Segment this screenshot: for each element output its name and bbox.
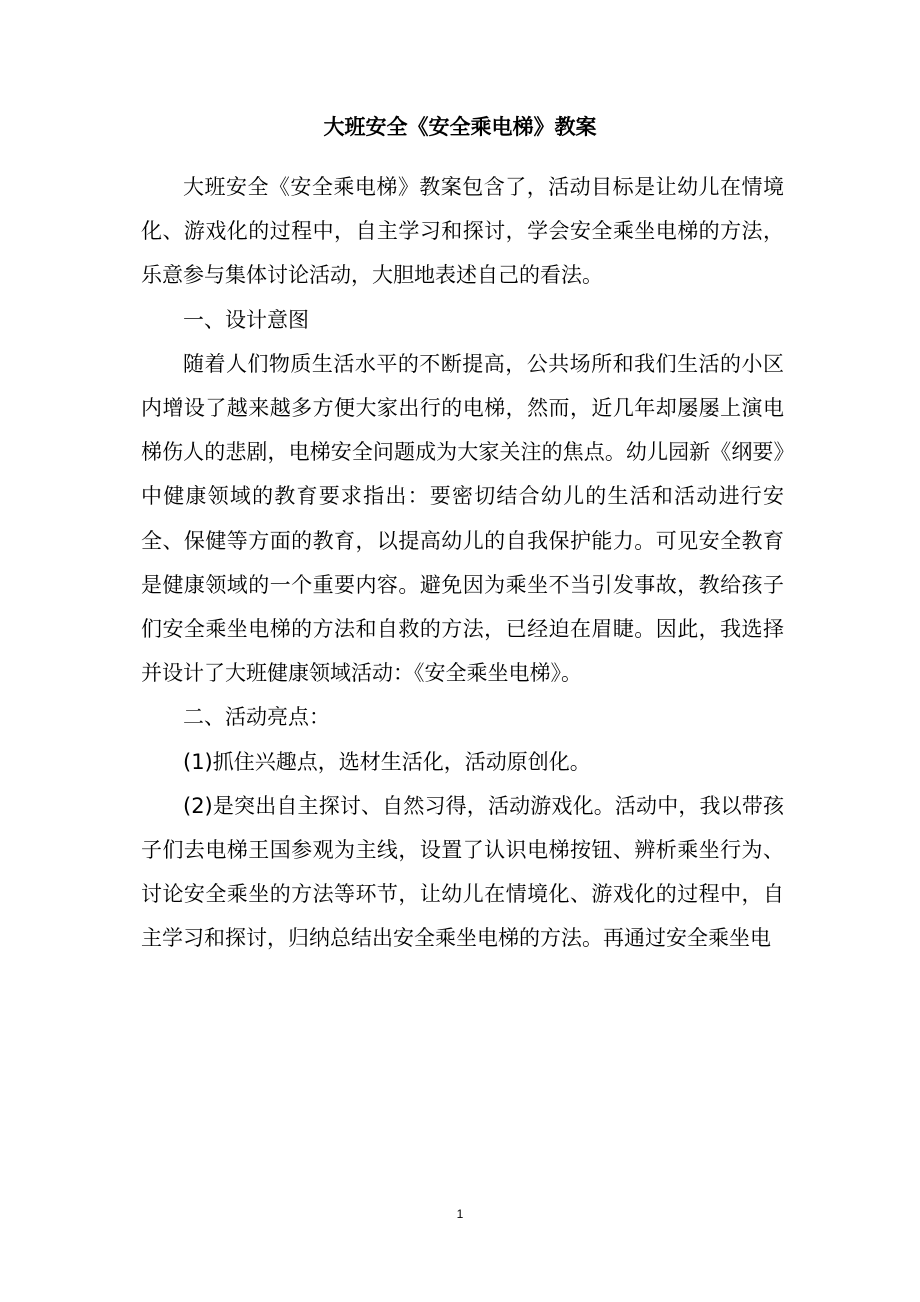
paragraph-highlight-2: (2)是突出自主探讨、自然习得，活动游戏化。活动中，我以带孩子们去电梯王国参观为主线，设置了认识电梯按钮、辨析乘坐行为、讨论安全乘坐的方法等环节，让幼儿在情境化、游戏化的过程中，自主学习和探讨，归纳总结出安全乘坐电梯的方法。再通过安全乘坐电: [141, 793, 784, 951]
document-body: [141, 165, 784, 961]
page-number: 1: [456, 1207, 464, 1221]
document-title: 大班安全《安全乘电梯》教案: [323, 115, 597, 139]
paragraph-intro: 大班安全《安全乘电梯》教案包含了，活动目标是让幼儿在情境化、游戏化的过程中，自主学习和探讨，学会安全乘坐电梯的方法，乐意参与集体讨论活动，大胆地表述自己的看法。: [141, 175, 784, 288]
section-heading-design-intent: 一、设计意图: [183, 307, 309, 332]
paragraph-design-intent: 随着人们物质生活水平的不断提高，公共场所和我们生活的小区内增设了越来越多方便大家出行的电梯，然而，近几年却屡屡上演电梯伤人的悲剧，电梯安全问题成为大家关注的焦点。幼儿园新《纲要》中健康领域的教育要求指出：要密切结合幼儿的生活和活动进行安全、保健等方面的教育，以提高幼儿的自我保护能力。可见安全教育是健康领域的一个重要内容。避免因为乘坐不当引发事故，教给孩子们安全乘坐电梯的方法和自救的方法，已经迫在眉睫。因此，我选择并设计了大班健康领域活动：《安全乘坐电梯》。: [141, 351, 784, 686]
paragraph-highlight-1: (1)抓住兴趣点，选材生活化，活动原创化。: [183, 749, 591, 774]
section-heading-highlights: 二、活动亮点：: [183, 705, 330, 730]
